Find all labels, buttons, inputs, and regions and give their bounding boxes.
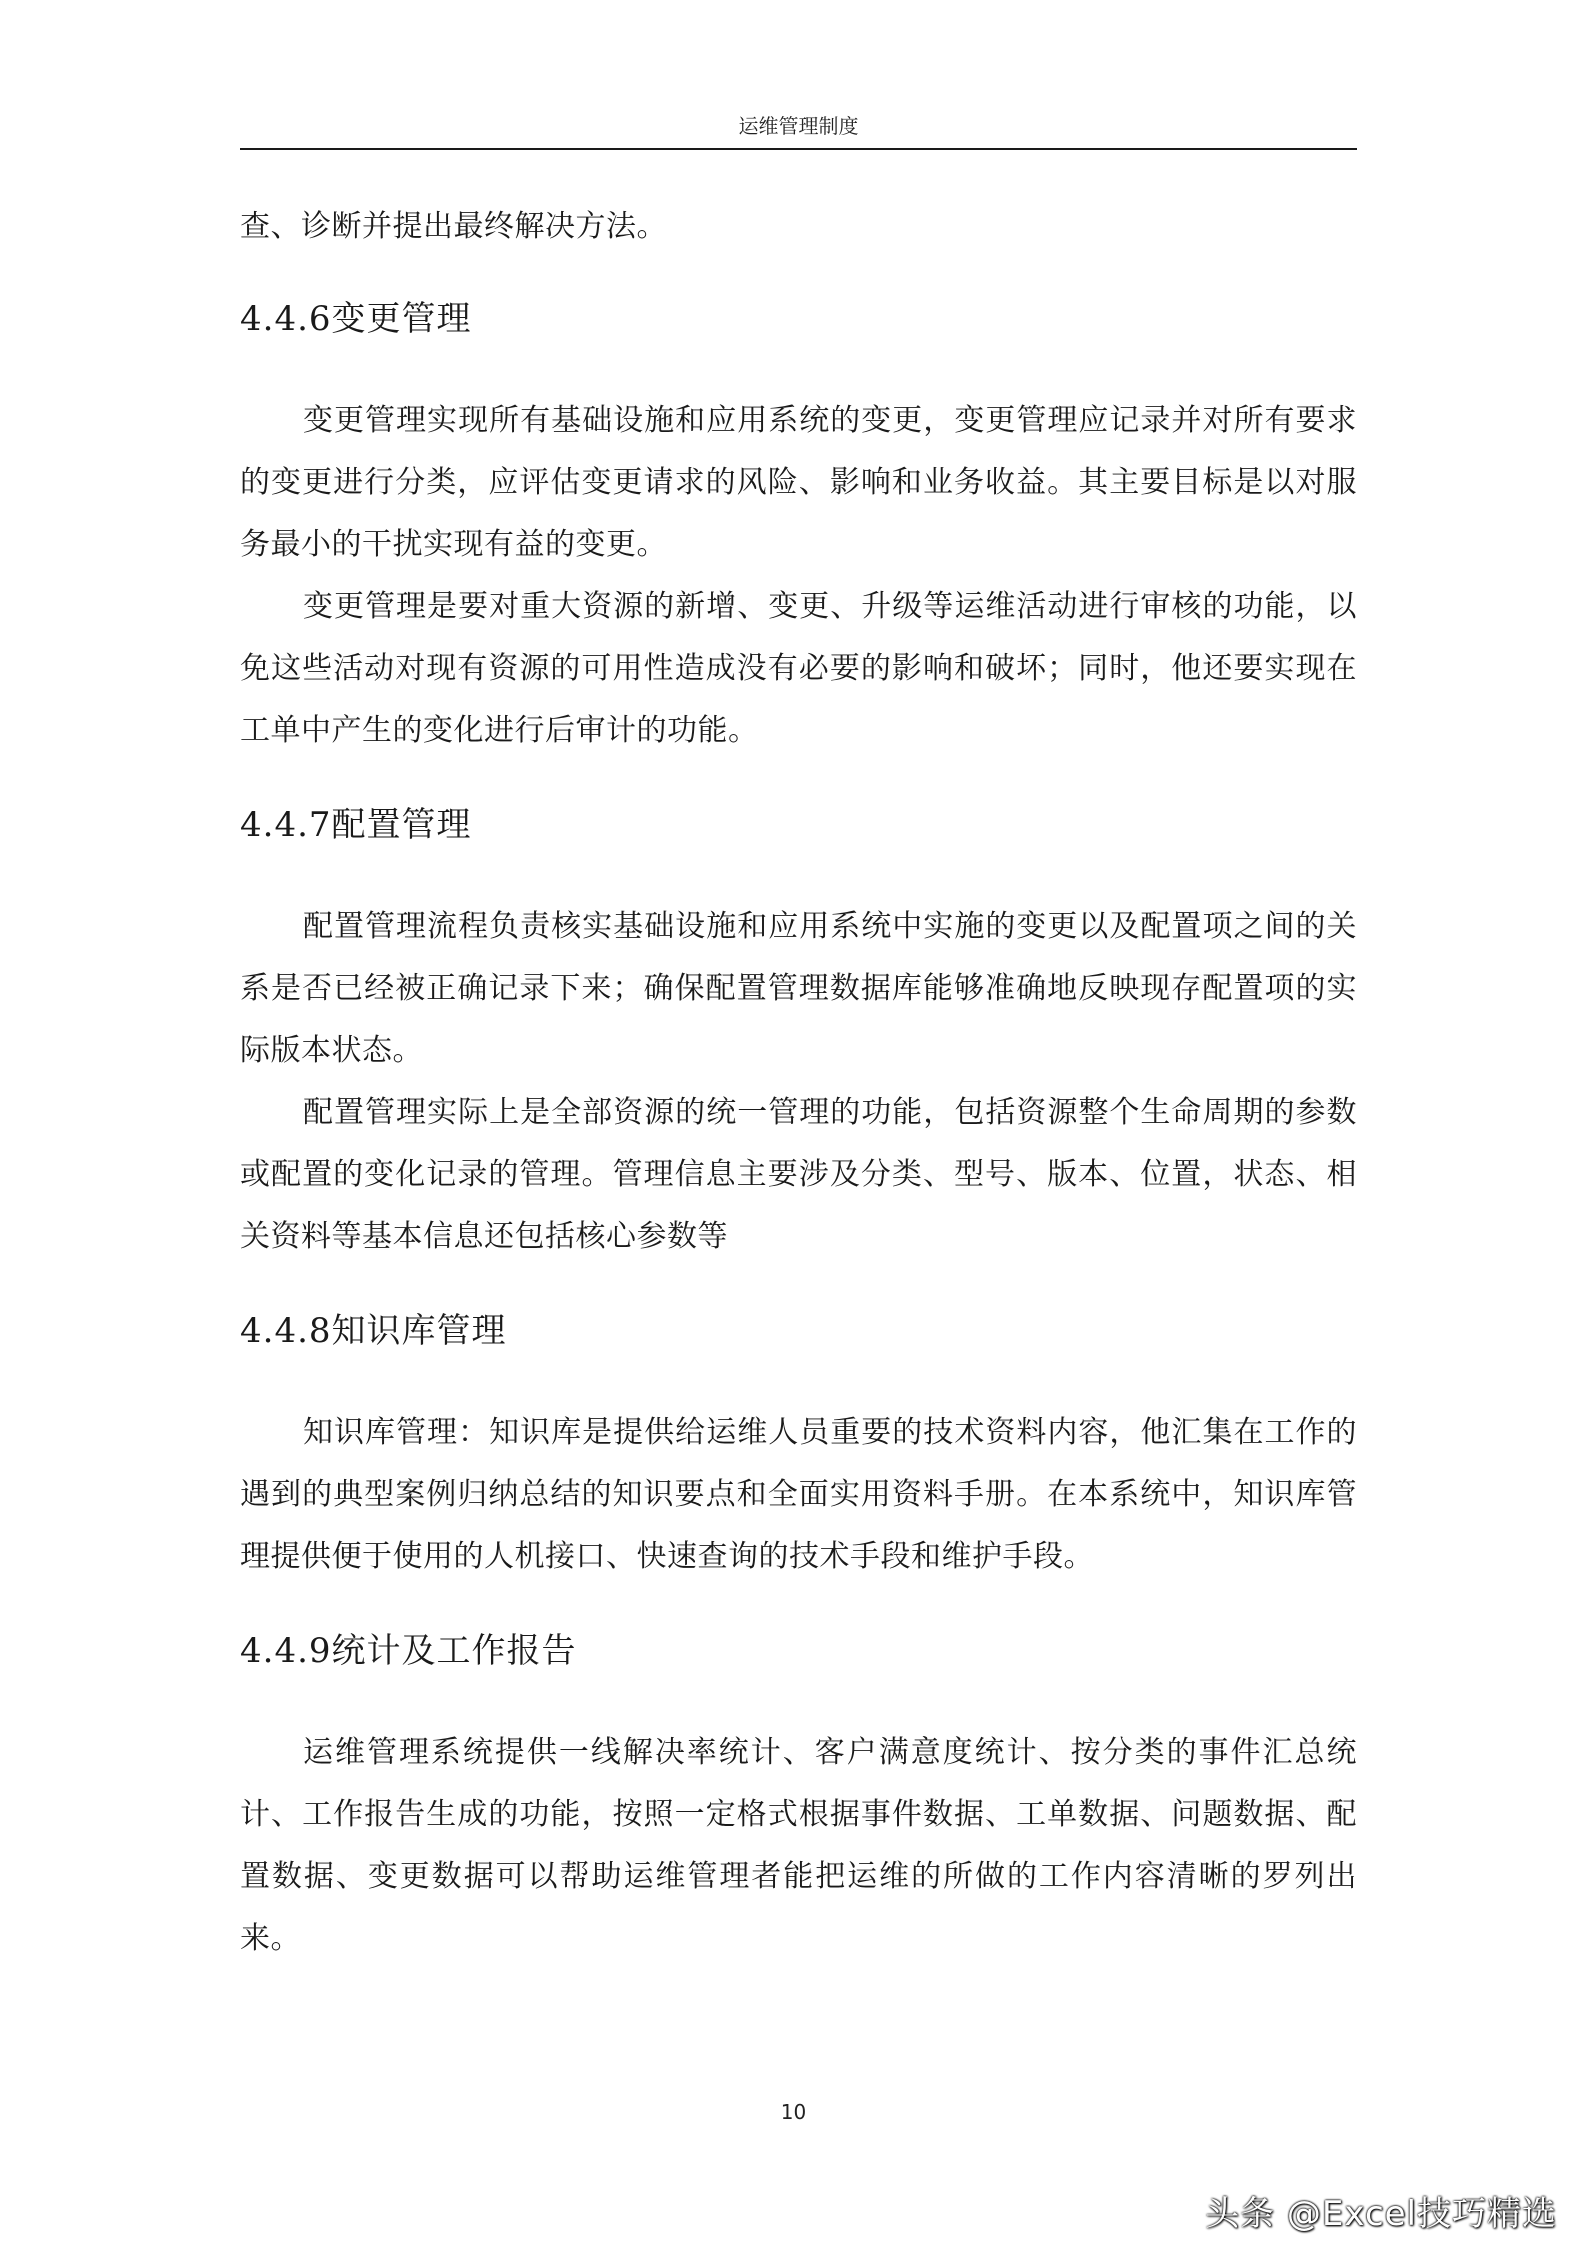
section-paragraph: 变更管理是要对重大资源的新增、变更、升级等运维活动进行审核的功能，以免这些活动对现有资源的可用性造成没有必要的影响和破坏；同时，他还要实现在工单中产生的变化进行后审计的功能。 — [240, 589, 1357, 748]
section-4-4-8 — [240, 1300, 1357, 1588]
document-body — [240, 196, 1357, 2002]
page-number: 10 — [780, 2100, 807, 2124]
section-paragraph: 变更管理实现所有基础设施和应用系统的变更，变更管理应记录并对所有要求的变更进行分类，应评估变更请求的风险、影响和业务收益。其主要目标是以对服务最小的干扰实现有益的变更。 — [240, 403, 1357, 562]
page-header-title: 运维管理制度 — [738, 114, 859, 138]
header-divider — [240, 148, 1357, 150]
section-paragraph: 配置管理流程负责核实基础设施和应用系统中实施的变更以及配置项之间的关系是否已经被正确记录下来；确保配置管理数据库能够准确地反映现存配置项的实际版本状态。 — [240, 909, 1357, 1068]
section-heading: 4.4.6变更管理 — [240, 299, 472, 339]
lead-paragraph: 查、诊断并提出最终解决方法。 — [240, 209, 667, 244]
section-heading: 4.4.8知识库管理 — [240, 1311, 507, 1351]
section-4-4-7 — [240, 794, 1357, 1268]
watermark: 头条 @Excel技巧精选 — [1205, 2194, 1557, 2234]
section-paragraph: 配置管理实际上是全部资源的统一管理的功能，包括资源整个生命周期的参数或配置的变化记录的管理。管理信息主要涉及分类、型号、版本、位置，状态、相关资料等基本信息还包括核心参数等 — [240, 1095, 1357, 1254]
section-paragraph: 运维管理系统提供一线解决率统计、客户满意度统计、按分类的事件汇总统计、工作报告生成的功能，按照一定格式根据事件数据、工单数据、问题数据、配置数据、变更数据可以帮助运维管理者能把运维的所做的工作内容清晰的罗列出来。 — [240, 1735, 1357, 1956]
section-4-4-9 — [240, 1620, 1357, 1970]
section-heading: 4.4.7配置管理 — [240, 805, 472, 845]
section-paragraph: 知识库管理：知识库是提供给运维人员重要的技术资料内容，他汇集在工作的遇到的典型案例归纳总结的知识要点和全面实用资料手册。在本系统中，知识库管理提供便于使用的人机接口、快速查询的技术手段和维护手段。 — [240, 1415, 1357, 1574]
section-heading: 4.4.9统计及工作报告 — [240, 1631, 577, 1671]
section-4-4-6 — [240, 288, 1357, 762]
